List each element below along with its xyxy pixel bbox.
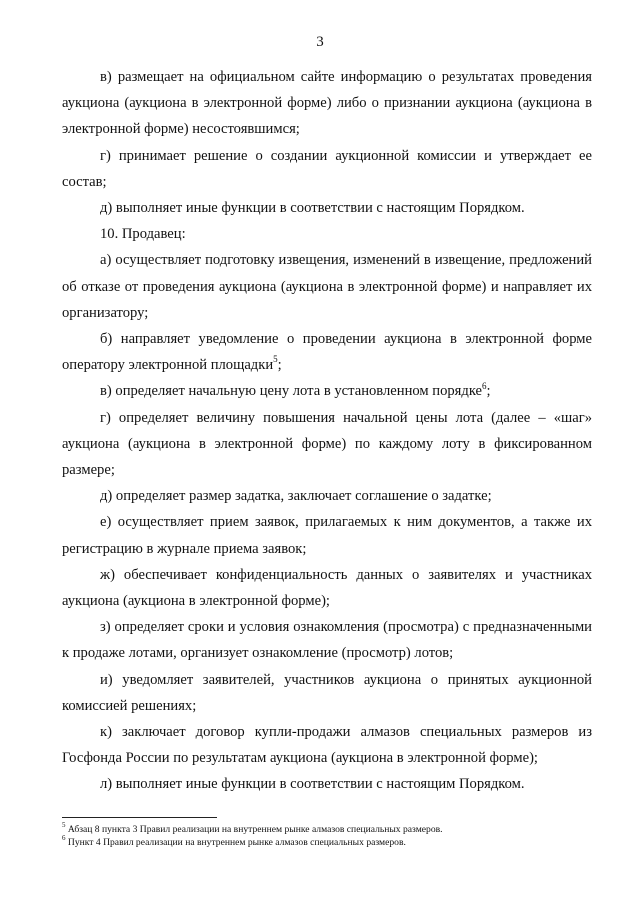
paragraph-v-publish-results: в) размещает на официальном сайте информацию о результатах проведения аукциона (аукциона в электронной форме) либо о признании аукциона (аукциона в электронной форме) несостоявшимся; (62, 69, 592, 138)
paragraph-z-viewing-lots: з) определяет сроки и условия ознакомления (просмотра) с предназначенными к продаже лотами, организует ознакомление (просмотр) лотов; (62, 619, 592, 662)
footnote-separator (62, 817, 217, 818)
paragraph-i-notify-decisions: и) уведомляет заявителей, участников аукциона о принятых аукционной комиссией решениях; (62, 671, 592, 714)
footnote-text: Пункт 4 Правил реализации на внутреннем рынке алмазов специальных размеров. (67, 837, 406, 848)
footnote-text: Абзац 8 пункта 3 Правил реализации на внутреннем рынке алмазов специальных размеров. (67, 824, 443, 835)
paragraph-b-send-notification: б) направляет уведомление о проведении аукциона в электронной форме оператору электронной площадки$^5$; (62, 331, 592, 374)
footnote-number: 6 (62, 833, 66, 842)
paragraph-d-deposit: д) определяет размер задатка, заключает соглашение о задатке; (100, 488, 492, 505)
paragraph-d-other-functions: д) выполняет иные функции в соответствии с настоящим Порядком. (100, 200, 525, 217)
paragraph-v-initial-price: в) определяет начальную цену лота в установленном порядке$^6$; (100, 380, 491, 400)
paragraph-zh-confidentiality: ж) обеспечивает конфиденциальность данных о заявителях и участниках аукциона (аукциона в электронной форме); (62, 566, 592, 610)
section-10-heading: 10. Продавец: (100, 226, 186, 243)
paragraph-g-auction-step: г) определяет величину повышения начальной цены лота (далее – «шаг» аукциона (аукциона в электронной форме) по каждому лоту в фиксированном размере; (62, 409, 592, 479)
paragraph-e-accept-applications: е) осуществляет прием заявок, прилагаемых к ним документов, а также их регистрацию в журнале приема заявок; (62, 514, 592, 557)
footnote-ref-6: 6 (482, 380, 487, 391)
paragraph-k-sale-contract: к) заключает договор купли-продажи алмазов специальных размеров из Госфонда России по результатам аукциона (аукциона в электронной форме); (62, 724, 592, 767)
footnote-ref-5: 5 (273, 354, 278, 365)
footnotes (62, 820, 592, 849)
paragraph-a-prepare-notice: а) осуществляет подготовку извещения, изменений в извещение, предложений об отказе от проведения аукциона (аукциона в электронной форме) и направляет их организатору; (62, 252, 592, 321)
paragraph-g-create-commission: г) принимает решение о создании аукционной комиссии и утверждает ее состав; (62, 147, 592, 190)
page-number: 3 (316, 34, 324, 50)
footnote-number: 5 (62, 820, 66, 829)
document-body (62, 64, 592, 798)
footnote-5 (62, 820, 592, 836)
paragraph-l-other-functions: л) выполняет иные функции в соответствии с настоящим Порядком. (100, 776, 525, 793)
footnote-6 (62, 833, 592, 849)
